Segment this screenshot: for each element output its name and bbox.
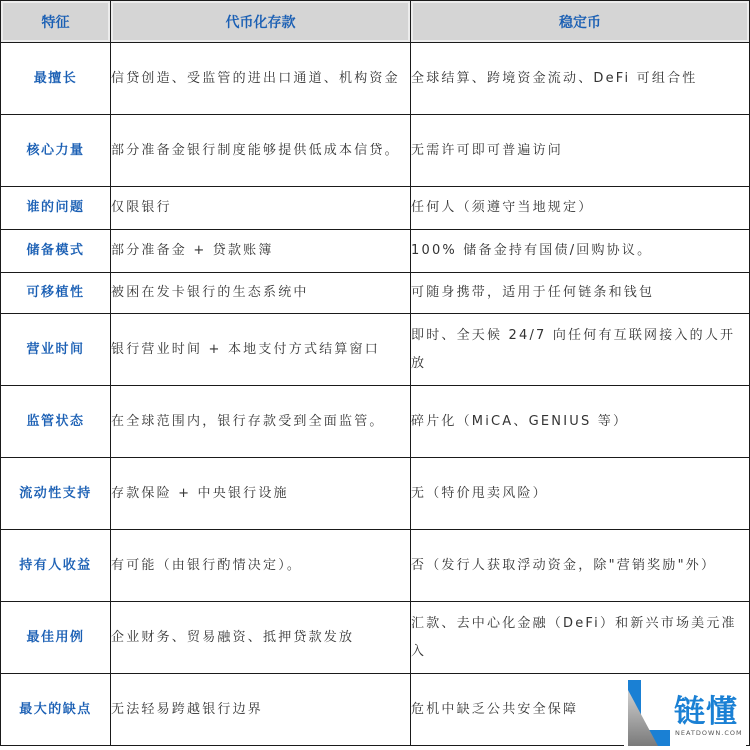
header-tokenized-deposits: 代币化存款 bbox=[111, 1, 411, 43]
header-feature: 特征 bbox=[1, 1, 111, 43]
header-row bbox=[1, 1, 750, 43]
tokenized-deposits-cell: 存款保险 + 中央银行设施 bbox=[111, 458, 411, 530]
table-row bbox=[1, 314, 750, 386]
stablecoins-cell: 可随身携带，适用于任何链条和钱包 bbox=[411, 273, 750, 314]
tokenized-deposits-cell: 企业财务、贸易融资、抵押贷款发放 bbox=[111, 602, 411, 674]
table-row bbox=[1, 602, 750, 674]
stablecoins-cell: 无需许可即可普遍访问 bbox=[411, 115, 750, 187]
feature-cell: 流动性支持 bbox=[1, 458, 111, 530]
table-row bbox=[1, 115, 750, 187]
feature-cell: 可移植性 bbox=[1, 273, 111, 314]
table-row bbox=[1, 530, 750, 602]
feature-cell: 最擅长 bbox=[1, 43, 111, 115]
feature-cell: 谁的问题 bbox=[1, 187, 111, 230]
tokenized-deposits-cell: 无法轻易跨越银行边界 bbox=[111, 674, 411, 746]
feature-cell: 最佳用例 bbox=[1, 602, 111, 674]
table-row bbox=[1, 43, 750, 115]
feature-cell: 持有人收益 bbox=[1, 530, 111, 602]
stablecoins-cell: 否（发行人获取浮动资金，除"营销奖励"外） bbox=[411, 530, 750, 602]
watermark-logo bbox=[624, 680, 746, 750]
feature-cell: 营业时间 bbox=[1, 314, 111, 386]
table-row bbox=[1, 230, 750, 273]
stablecoins-cell: 无（特价甩卖风险） bbox=[411, 458, 750, 530]
tokenized-deposits-cell: 部分准备金银行制度能够提供低成本信贷。 bbox=[111, 115, 411, 187]
header-stablecoins: 稳定币 bbox=[411, 1, 750, 43]
table-row bbox=[1, 458, 750, 530]
tokenized-deposits-cell: 部分准备金 + 贷款账簿 bbox=[111, 230, 411, 273]
tokenized-deposits-cell: 有可能（由银行酌情决定）。 bbox=[111, 530, 411, 602]
feature-cell: 储备模式 bbox=[1, 230, 111, 273]
tokenized-deposits-cell: 在全球范围内，银行存款受到全面监管。 bbox=[111, 386, 411, 458]
table-row bbox=[1, 386, 750, 458]
stablecoins-cell: 任何人（须遵守当地规定） bbox=[411, 187, 750, 230]
tokenized-deposits-cell: 仅限银行 bbox=[111, 187, 411, 230]
brand-name: 链懂 bbox=[674, 694, 738, 730]
tokenized-deposits-cell: 被困在发卡银行的生态系统中 bbox=[111, 273, 411, 314]
table-row bbox=[1, 187, 750, 230]
stablecoins-cell: 100% 储备金持有国债/回购协议。 bbox=[411, 230, 750, 273]
stablecoins-cell: 汇款、去中心化金融（DeFi）和新兴市场美元准入 bbox=[411, 602, 750, 674]
stablecoins-cell: 碎片化（MiCA、GENIUS 等） bbox=[411, 386, 750, 458]
feature-cell: 监管状态 bbox=[1, 386, 111, 458]
tokenized-deposits-cell: 信贷创造、受监管的进出口通道、机构资金 bbox=[111, 43, 411, 115]
brand-domain: NEATDOWN.COM bbox=[675, 729, 743, 737]
stablecoins-cell: 全球结算、跨境资金流动、DeFi 可组合性 bbox=[411, 43, 750, 115]
stablecoins-cell: 即时、全天候 24/7 向任何有互联网接入的人开放 bbox=[411, 314, 750, 386]
table-row bbox=[1, 273, 750, 314]
feature-cell: 最大的缺点 bbox=[1, 674, 111, 746]
tokenized-deposits-cell: 银行营业时间 + 本地支付方式结算窗口 bbox=[111, 314, 411, 386]
l-logo-icon bbox=[628, 680, 670, 746]
stablecoins-cell: 危机中缺乏公共安全保障 bbox=[411, 674, 750, 746]
feature-cell: 核心力量 bbox=[1, 115, 111, 187]
